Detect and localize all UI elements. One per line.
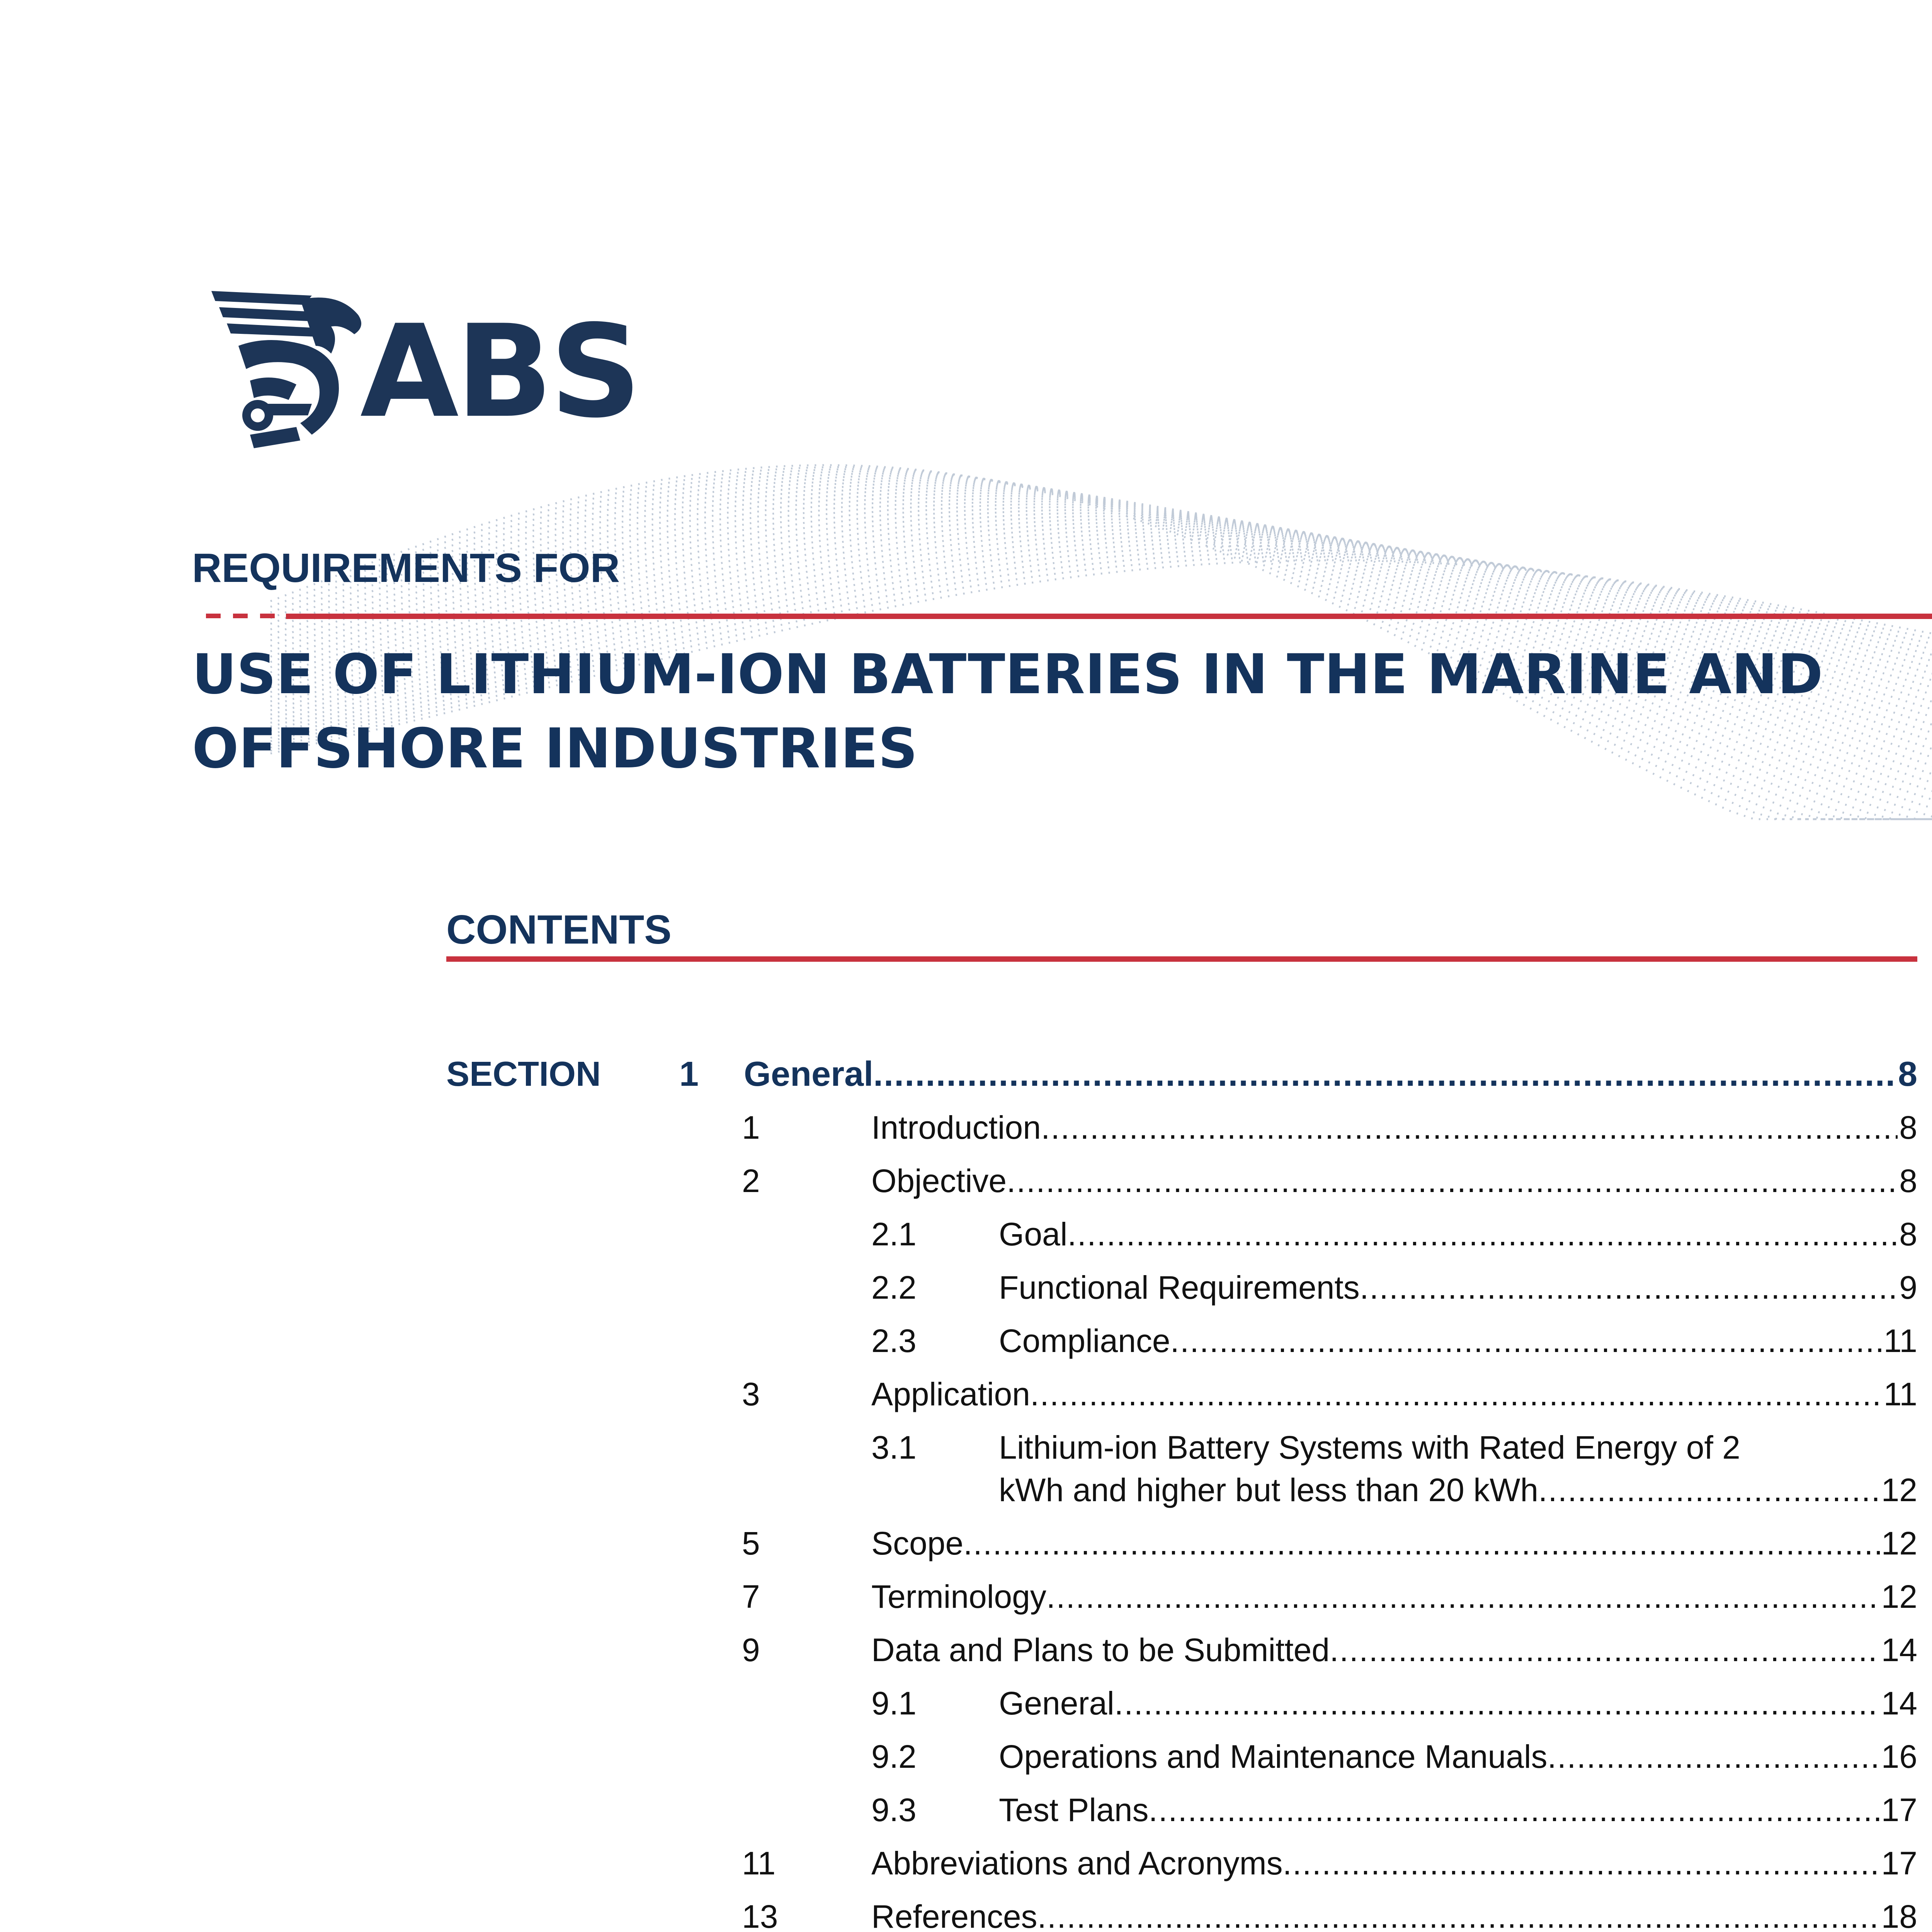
entry-page: 17 — [1881, 1845, 1917, 1881]
dot-leader — [1330, 1629, 1879, 1671]
entry-title: References — [871, 1898, 1037, 1932]
entry-title-leader — [999, 1682, 1917, 1725]
entry-page: 17 — [1881, 1792, 1917, 1828]
title-line-2: OFFSHORE INDUSTRIES — [192, 717, 918, 781]
entry-title: Data and Plans to be Submitted — [871, 1632, 1330, 1668]
dot-leader — [1548, 1735, 1880, 1778]
entry-title-leader — [871, 1106, 1917, 1149]
entry-page: 14 — [1881, 1632, 1917, 1668]
abs-logo — [211, 288, 640, 450]
entry-number: 9 — [742, 1632, 760, 1668]
dot-leader — [1041, 1106, 1898, 1149]
entry-title: Terminology — [871, 1578, 1046, 1615]
entry-title-leader — [999, 1469, 1917, 1511]
entry-title: Test Plans — [999, 1792, 1149, 1828]
entry-number: 5 — [742, 1525, 760, 1561]
document-subtitle: REQUIREMENTS FOR — [192, 545, 620, 591]
entry-page: 9 — [1899, 1269, 1917, 1306]
dot-leader — [1360, 1266, 1898, 1309]
entry-page: 18 — [1881, 1898, 1917, 1932]
entry-title: Scope — [871, 1525, 964, 1561]
entry-page: 16 — [1881, 1738, 1917, 1775]
dot-leader — [1037, 1895, 1880, 1932]
dot-leader — [1538, 1469, 1879, 1511]
entry-title: kWh and higher but less than 20 kWh — [999, 1472, 1539, 1508]
entry-title-leader — [871, 1522, 1917, 1565]
dot-leader — [1149, 1789, 1880, 1831]
entry-title-leader — [999, 1266, 1917, 1309]
entry-number: 1 — [742, 1109, 760, 1146]
section-title: General — [744, 1055, 874, 1094]
entry-title-leader — [871, 1575, 1917, 1618]
entry-title: Functional Requirements — [999, 1269, 1360, 1306]
dot-leader — [963, 1522, 1879, 1565]
title-line-1: USE OF LITHIUM-ION BATTERIES IN THE MARINE AND — [192, 643, 1823, 706]
entry-title-line-1: Lithium-ion Battery Systems with Rated Energy of 2 — [999, 1429, 1740, 1466]
section-number: 1 — [679, 1055, 699, 1094]
dot-leader — [1114, 1682, 1880, 1725]
entry-number: 13 — [742, 1898, 778, 1932]
entry-title: Goal — [999, 1216, 1068, 1252]
entry-title-leader — [871, 1373, 1917, 1415]
entry-number: 9.2 — [871, 1738, 917, 1775]
entry-title-leader — [999, 1213, 1917, 1255]
header-red-rule — [286, 614, 1932, 619]
entry-title-leader — [871, 1895, 1917, 1932]
entry-number: 3.1 — [871, 1429, 917, 1466]
entry-page: 12 — [1881, 1525, 1917, 1561]
dot-leader — [1007, 1160, 1898, 1202]
entry-page: 12 — [1881, 1472, 1917, 1508]
contents-red-rule — [446, 956, 1917, 962]
entry-title-leader — [871, 1160, 1917, 1202]
document-title — [192, 638, 1932, 786]
entry-title: Application — [871, 1376, 1030, 1412]
dot-leader — [1283, 1842, 1880, 1884]
entry-title-leader — [999, 1789, 1917, 1831]
section-title-leader — [744, 1053, 1917, 1095]
entry-page: 14 — [1881, 1685, 1917, 1721]
entry-page: 8 — [1899, 1163, 1917, 1199]
dot-leader — [873, 1053, 1896, 1095]
section-page: 8 — [1898, 1055, 1917, 1094]
entry-page: 8 — [1899, 1109, 1917, 1146]
entry-title-leader — [871, 1842, 1917, 1884]
eagle-icon — [211, 288, 374, 450]
entry-title: Operations and Maintenance Manuals — [999, 1738, 1548, 1775]
entry-number: 9.1 — [871, 1685, 917, 1721]
entry-number: 2.2 — [871, 1269, 917, 1306]
entry-title-leader — [999, 1320, 1917, 1362]
dot-leader — [1067, 1213, 1898, 1255]
entry-number: 3 — [742, 1376, 760, 1412]
entry-number: 2 — [742, 1163, 760, 1199]
entry-number: 2.3 — [871, 1323, 917, 1359]
entry-page: 8 — [1899, 1216, 1917, 1252]
entry-title: Abbreviations and Acronyms — [871, 1845, 1283, 1881]
entry-title-leader — [999, 1735, 1917, 1778]
dot-leader — [1030, 1373, 1882, 1415]
entry-title: Compliance — [999, 1323, 1170, 1359]
entry-page: 11 — [1883, 1376, 1917, 1412]
section-label: SECTION — [446, 1055, 601, 1094]
entry-title: Introduction — [871, 1109, 1041, 1146]
entry-number: 9.3 — [871, 1792, 917, 1828]
logo-wordmark: ABS — [360, 298, 639, 446]
toc-section-heading — [744, 1053, 1917, 1095]
entry-number: 11 — [742, 1845, 776, 1881]
dot-leader — [1170, 1320, 1882, 1362]
entry-title: General — [999, 1685, 1114, 1721]
entry-number: 7 — [742, 1578, 760, 1615]
dot-leader — [1046, 1575, 1880, 1618]
entry-title: Objective — [871, 1163, 1007, 1199]
entry-title-leader — [871, 1629, 1917, 1671]
entry-page: 12 — [1881, 1578, 1917, 1615]
entry-number: 2.1 — [871, 1216, 917, 1252]
entry-page: 11 — [1883, 1323, 1917, 1359]
contents-heading: CONTENTS — [446, 907, 672, 952]
